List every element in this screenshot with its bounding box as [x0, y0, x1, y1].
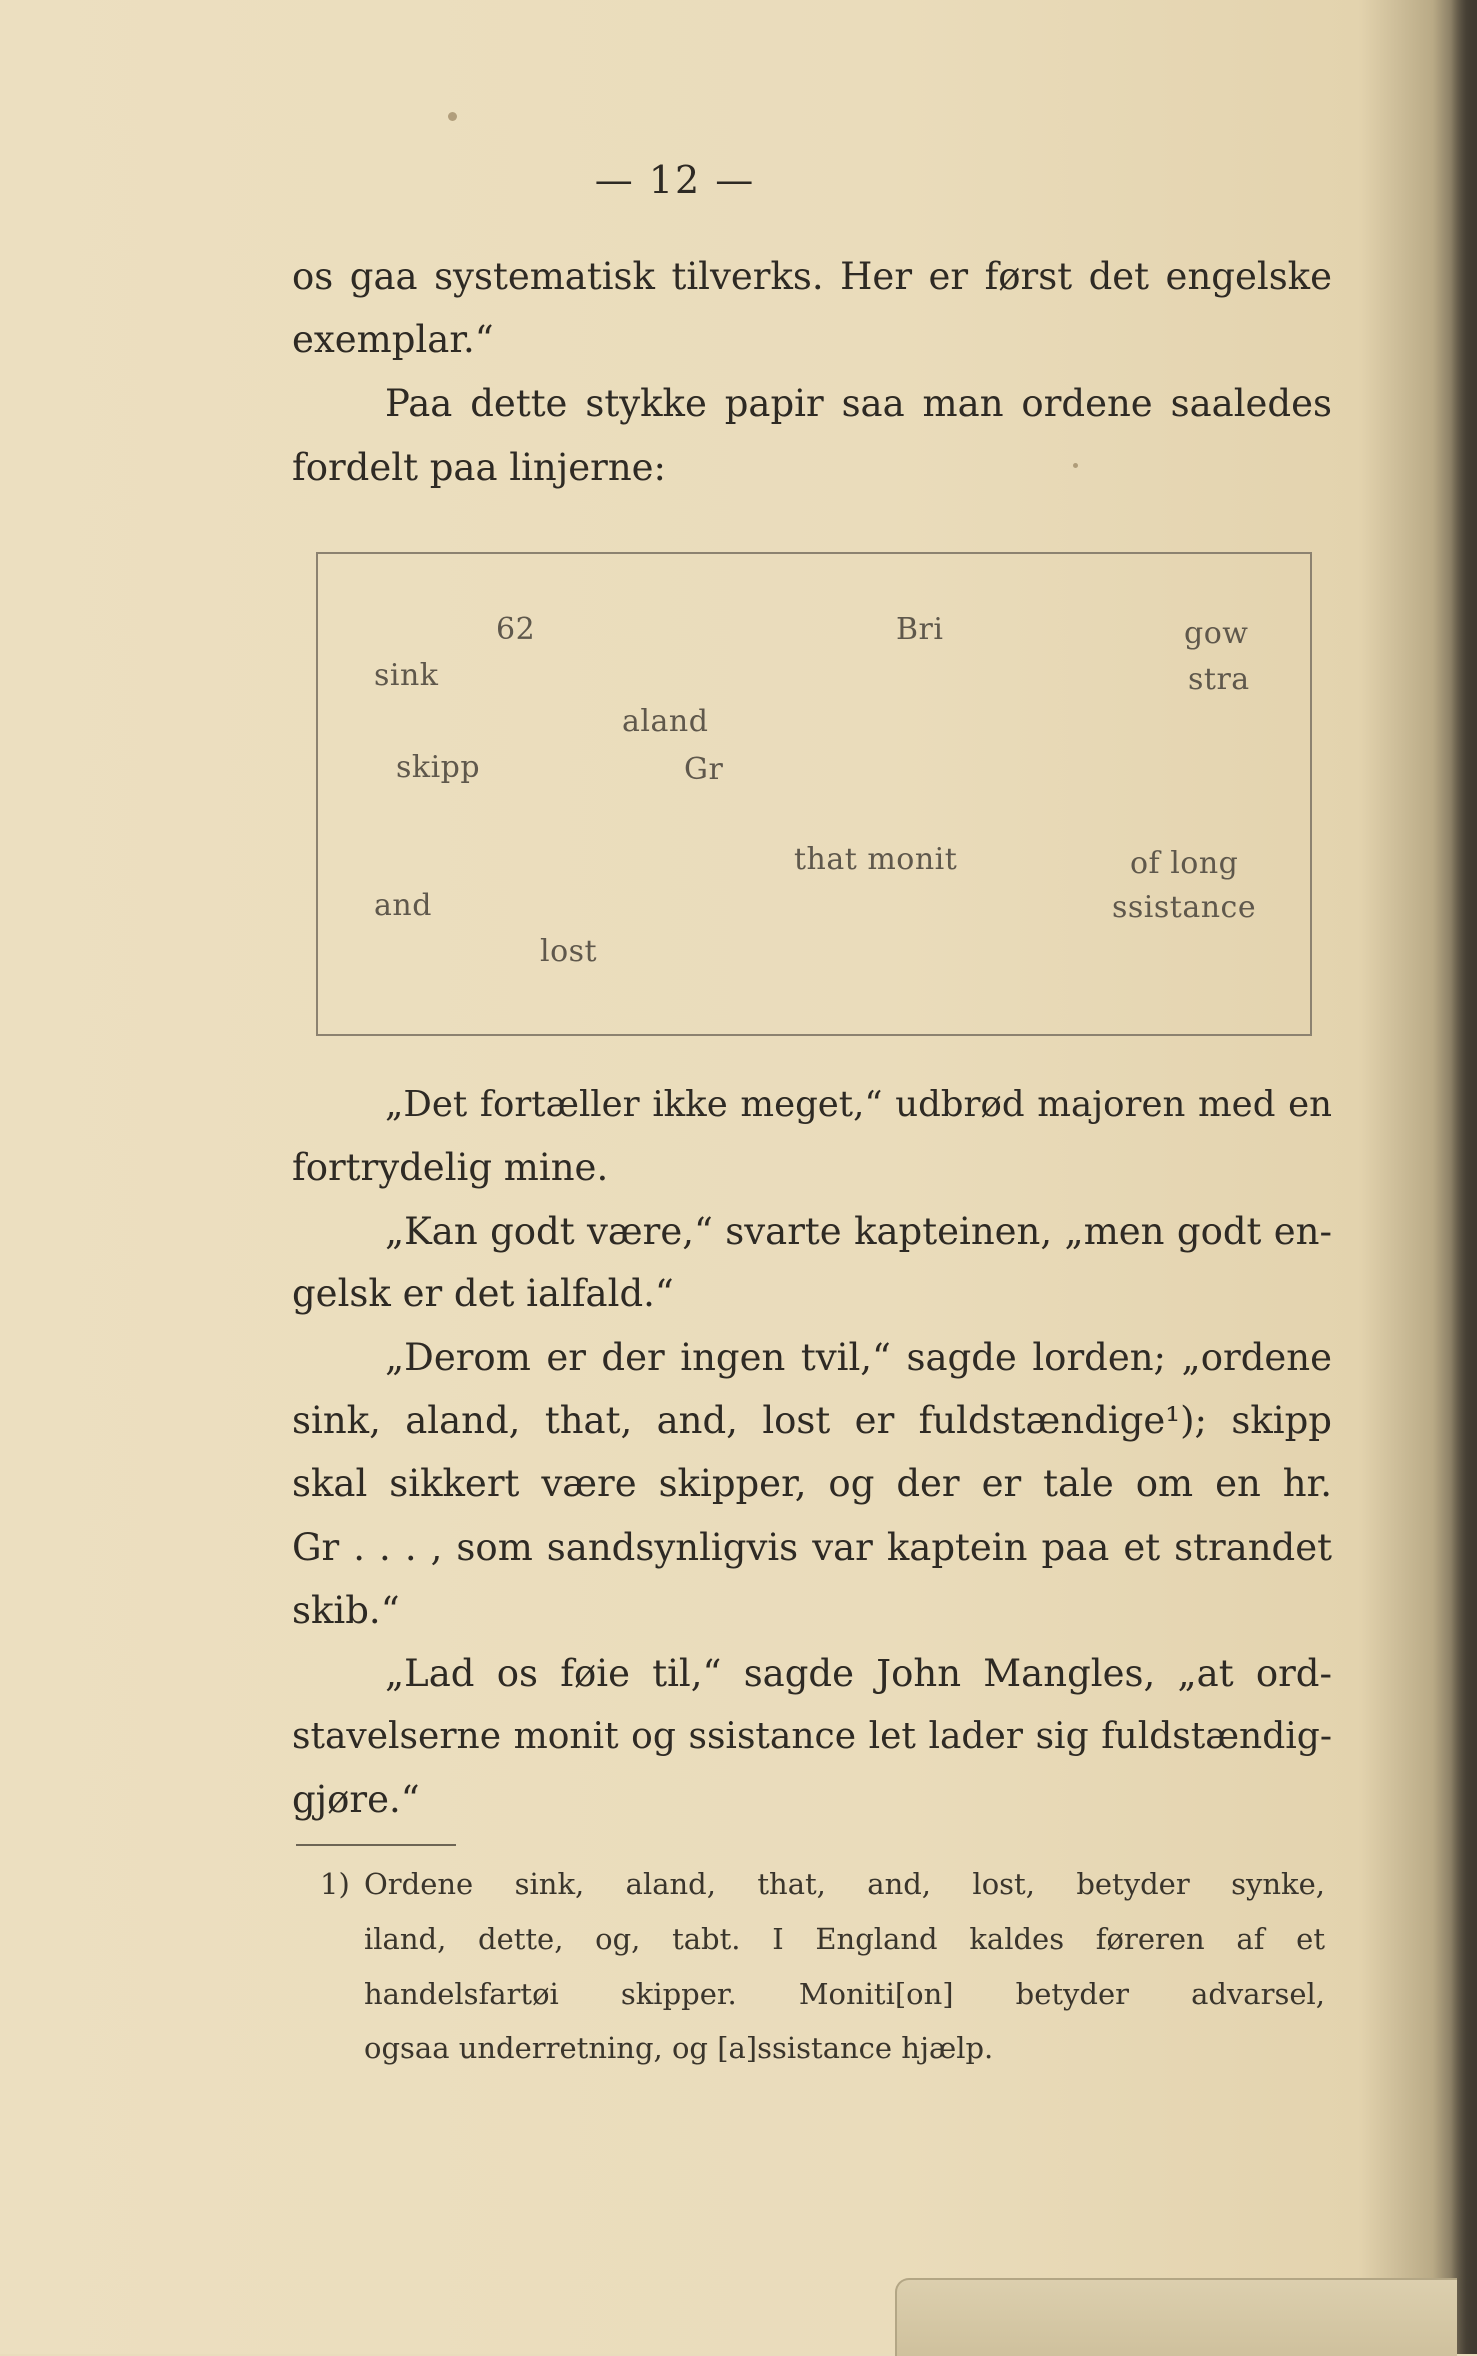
- paragraph-line: fortrydelig mine.: [292, 1146, 609, 1189]
- figure-word: and: [374, 888, 432, 923]
- figure-word: ssistance: [1112, 890, 1257, 925]
- footnote-line: [320, 1866, 1325, 1902]
- figure-word: gow: [1184, 616, 1249, 651]
- footnote-marker: 1): [320, 1867, 350, 1901]
- figure-word: lost: [540, 934, 598, 969]
- paragraph-line: exemplar.“: [292, 318, 494, 361]
- paragraph-line: Gr . . . , som sandsynligvis var kaptein paa et strandet: [292, 1526, 1332, 1569]
- figure-word: Bri: [896, 612, 944, 647]
- page-number: — 12 —: [594, 158, 756, 202]
- figure-word: 62: [496, 612, 536, 647]
- paragraph-line: fordelt paa linjerne:: [292, 446, 667, 489]
- paragraph-line: „Derom er der ingen tvil,“ sagde lorden; „ordene: [385, 1336, 1332, 1379]
- figure-word: that monit: [794, 842, 958, 877]
- paragraph-line: sink, aland, that, and, lost er fuldstændige¹); skipp: [292, 1399, 1332, 1442]
- figure-word: of long: [1130, 846, 1239, 881]
- figure-word: aland: [622, 704, 709, 739]
- paragraph-line: „Det fortæller ikke meget,“ udbrød majoren med en: [385, 1084, 1332, 1125]
- footnote-line: ogsaa underretning, og [a]ssistance hjælp.: [364, 2031, 994, 2065]
- footnote-text: Ordene sink, aland, that, and, lost, betyder synke,: [364, 1867, 1325, 1901]
- paragraph-line: gjøre.“: [292, 1778, 420, 1821]
- figure-word: stra: [1188, 662, 1250, 697]
- figure-word: sink: [374, 658, 439, 693]
- paragraph-line: gelsk er det ialfald.“: [292, 1272, 674, 1315]
- paragraph-line: skal sikkert være skipper, og der er tale om en hr.: [292, 1462, 1332, 1505]
- footnote-rule: [296, 1844, 456, 1846]
- footnote-line: iland, dette, og, tabt. I England kaldes føreren af et: [364, 1922, 1325, 1956]
- paragraph-line: os gaa systematisk tilverks. Her er først det engelske: [292, 255, 1332, 298]
- figure-word: Gr: [684, 752, 724, 787]
- torn-document-figure: [316, 552, 1312, 1036]
- footnote-line: handelsfartøi skipper. Moniti[on] betyder advarsel,: [364, 1977, 1325, 2011]
- paragraph-line: skib.“: [292, 1589, 400, 1632]
- page-fold: [895, 2278, 1457, 2356]
- paper-speck: [448, 112, 457, 121]
- paragraph-line: „Kan godt være,“ svarte kapteinen, „men godt en-: [385, 1210, 1332, 1253]
- paragraph-line: „Lad os føie til,“ sagde John Mangles, „at ord-: [385, 1652, 1332, 1695]
- paragraph-line: stavelserne monit og ssistance let lader sig fuldstændig-: [292, 1716, 1332, 1757]
- figure-word: skipp: [396, 750, 481, 785]
- page-edge-shadow: [1451, 0, 1477, 2354]
- paragraph-line: Paa dette stykke papir saa man ordene saaledes: [385, 382, 1332, 425]
